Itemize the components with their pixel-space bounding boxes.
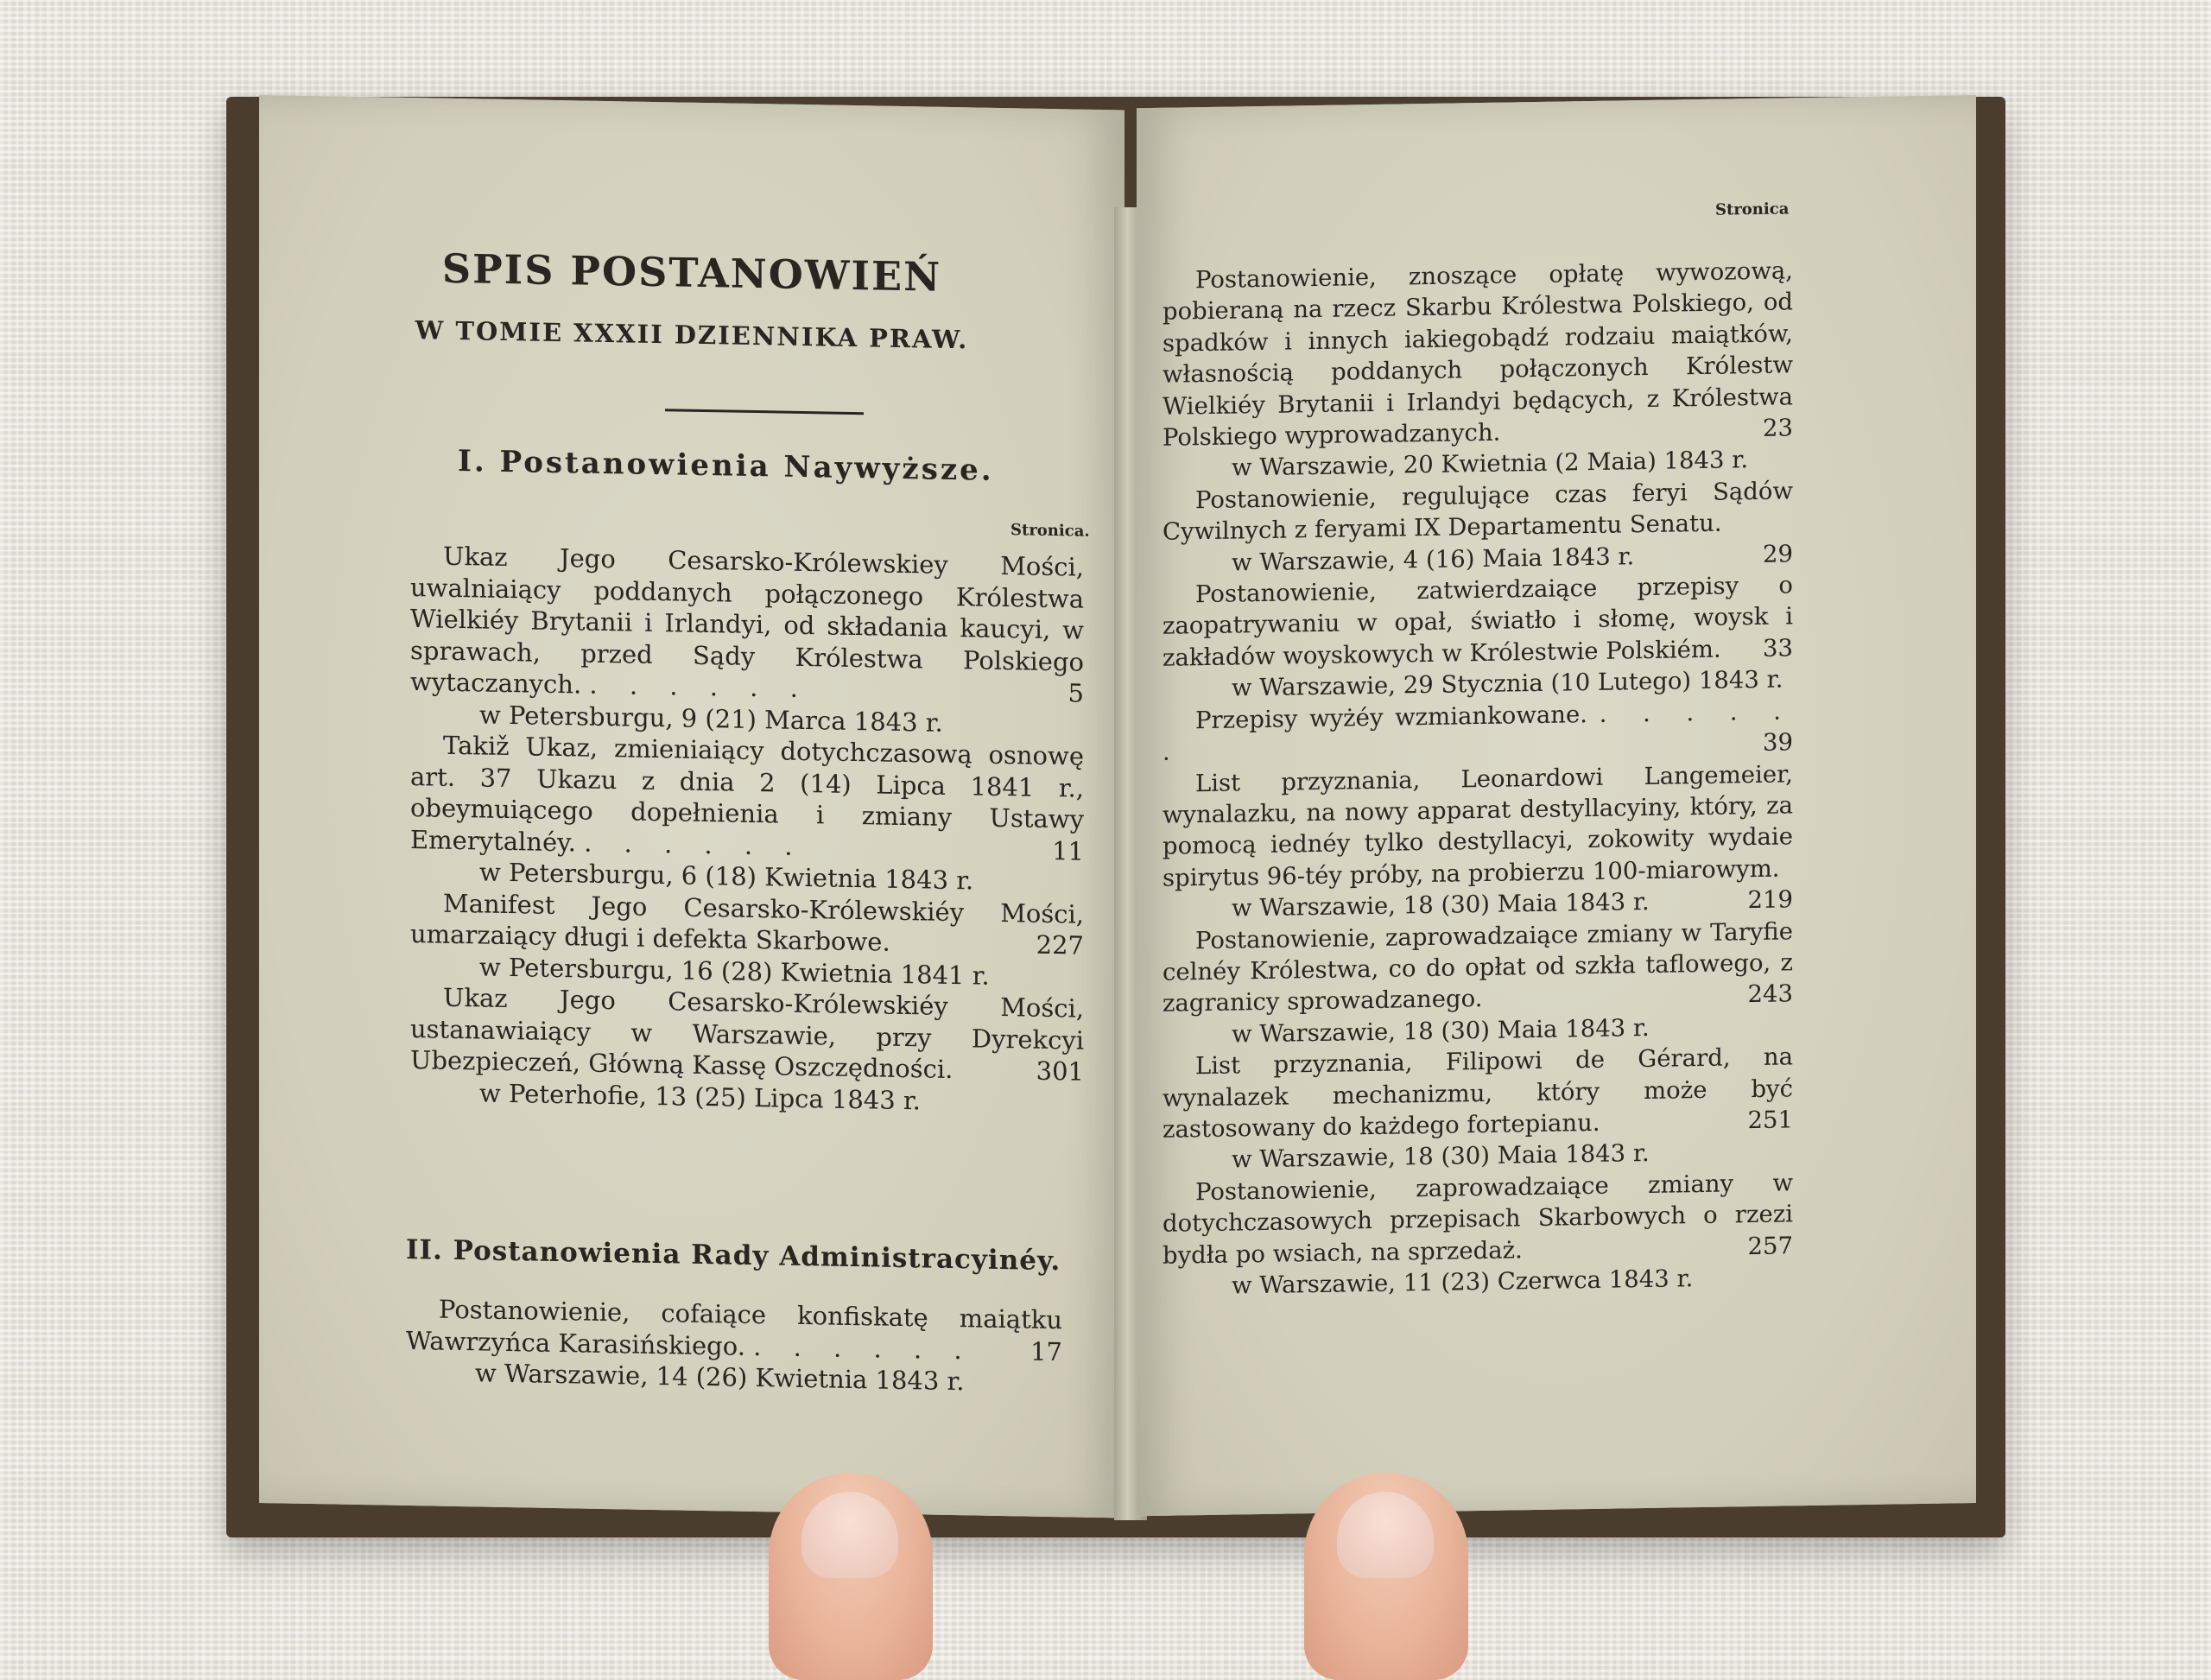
entry-place: w Warszawie, 11 (23) Czerwca 1843 r. <box>1232 1265 1694 1300</box>
page-number: 29 <box>1763 539 1793 568</box>
page-number: 257 <box>1747 1231 1793 1260</box>
list-item <box>1163 695 1793 768</box>
page-number: 219 <box>1747 885 1793 915</box>
left-thumb <box>769 1473 933 1680</box>
entry-text: Przepisy wyżéy wzmiankowane. <box>1195 700 1588 734</box>
list-item <box>410 981 1084 1119</box>
list-item <box>410 729 1084 898</box>
entry-text: Postanowienie, regulujące czas feryi Sądów Cywilnych z feryami IX Departamentu Senatu. <box>1163 477 1793 547</box>
list-item <box>1163 1041 1793 1176</box>
entries-list-2 <box>406 1293 1062 1399</box>
column-header: Stronica. <box>1010 521 1090 541</box>
leader-dots: . . . . . . <box>589 669 810 704</box>
right-thumb <box>1304 1473 1468 1680</box>
page-number: 17 <box>1030 1336 1062 1366</box>
entry-place: w Peterhofie, 13 (25) Lipca 1843 r. <box>479 1077 921 1115</box>
page-subtitle: W TOMIE XXXII DZIENNIKA PRAW. <box>415 315 969 355</box>
thumbnail-nail <box>801 1492 898 1578</box>
entry-place: w Warszawie, 14 (26) Kwietnia 1843 r. <box>475 1358 965 1397</box>
entry-text: Ukaz Jego Cesarsko-Królewskiey Mości, uwalniaiący poddanych połączonego Królestwa Wielkiéy Brytanii i Irlandyi, od składania kaucyi, w sprawach, przed Sądy Królestwa Polskiego wytaczanych. <box>410 541 1084 700</box>
page-number: 227 <box>1036 929 1084 960</box>
entry-text: Postanowienie, znoszące opłatę wywozową, pobieraną na rzecz Skarbu Królestwa Polskiego, od spadków i innych iakiegobądź rodzaiu maiątków, własnością poddanych połączonych Królestw Wielkiéy Brytanii i Irlandyi będących, z Królestwa Polskiego wyprowadzanych. <box>1163 257 1793 452</box>
page-number: 23 <box>1763 414 1793 442</box>
entry-place: w Petersburgu, 9 (21) Marca 1843 r. <box>479 699 943 738</box>
entry-text: Manifest Jego Cesarsko-Królewskiéy Mości, umarzaiący długi i defekta Skarbowe. <box>410 888 1084 957</box>
entry-place: w Warszawie, 29 Stycznia (10 Lutego) 1843 r. <box>1232 665 1783 702</box>
page-number: 39 <box>1763 728 1793 757</box>
list-item <box>410 540 1084 741</box>
page-number: 5 <box>1067 678 1084 708</box>
entry-place: w Warszawie, 18 (30) Maia 1843 r. <box>1232 1139 1650 1174</box>
list-item <box>1163 1167 1793 1303</box>
entry-text: Postanowienie, zaprowadzaiące zmiany w Taryfie celnéy Królestwa, co do opłat od szkła taflowego, z zagranicy sprowadzanego. <box>1163 916 1793 1018</box>
list-item <box>1163 255 1793 485</box>
page-title: SPIS POSTANOWIEŃ <box>441 244 942 301</box>
column-header: Stronica <box>1715 200 1790 219</box>
entry-place: w Warszawie, 4 (16) Maia 1843 r. <box>1232 542 1635 577</box>
leader-dots: . . . . . . <box>584 827 805 861</box>
entry-text: Takiž Ukaz, zmieniaiący dotychczasową osnowę art. 37 Ukazu z dnia 2 (14) Lipca 1841 r., obeymuiącego dopełnienia i zmiany Ustawy Emerytalnéy. <box>410 730 1084 857</box>
page-number: 11 <box>1052 835 1084 866</box>
entry-text: Ukaz Jego Cesarsko-Królewskiéy Mości, ustanawiaiący w Warszawie, przy Dyrekcyi Ubezpieczeń, Główną Kassę Oszczędności. <box>410 982 1084 1085</box>
page-number: 33 <box>1763 634 1793 662</box>
right-page <box>1137 95 1976 1516</box>
leader-dots: . . . . . . <box>753 1331 974 1365</box>
list-item <box>1163 569 1793 705</box>
entry-place: w Petersburgu, 16 (28) Kwietnia 1841 r. <box>479 951 990 991</box>
entry-text: Postanowienie, zatwierdzaiące przepisy o zaopatrywaniu w opał, światło i słomę, woysk i zakładów woyskowych w Królestwie Polskiém. <box>1163 571 1793 672</box>
entries-list-1 <box>410 540 1084 1119</box>
thumbnail-nail <box>1337 1492 1434 1578</box>
list-item <box>410 887 1084 993</box>
entry-place: w Petersburgu, 6 (18) Kwietnia 1843 r. <box>479 857 974 896</box>
entry-text: List przyznania, Filipowi de Gérard, na wynalazek mechanizmu, który może być zastosowany do każdego fortepianu. <box>1163 1043 1793 1144</box>
list-item <box>1163 475 1793 580</box>
entry-text: Postanowienie, cofaiące konfiskatę maiątku Wawrzyńca Karasińskiego. <box>406 1294 1062 1361</box>
entries-list-right <box>1163 255 1793 1303</box>
section-heading-2: II. Postanowienia Rady Administracyinéy. <box>406 1233 1061 1277</box>
entry-text: Postanowienie, zaprowadzaiące zmiany w dotychczasowych przepisach Skarbowych o rzezi bydła po wsiach, na sprzedaż. <box>1163 1169 1793 1270</box>
entry-place: w Warszawie, 18 (30) Maia 1843 r. <box>1232 1013 1650 1049</box>
page-number: 301 <box>1036 1056 1084 1087</box>
left-page <box>259 95 1125 1518</box>
list-item <box>1163 916 1793 1051</box>
list-item <box>406 1293 1062 1399</box>
leader-dots: . . . . . . <box>1163 697 1793 766</box>
section-heading-1: I. Postanowienia Naywyższe. <box>458 444 994 488</box>
entry-place: w Warszawie, 18 (30) Maia 1843 r. <box>1232 888 1650 922</box>
page-number: 251 <box>1747 1106 1793 1135</box>
page-number: 243 <box>1747 979 1793 1009</box>
list-item <box>1163 758 1793 925</box>
title-rule <box>665 409 864 415</box>
entry-place: w Warszawie, 20 Kwietnia (2 Maia) 1843 r. <box>1232 446 1749 482</box>
entry-text: List przyznania, Leonardowi Langemeier, wynalazku, na nowy apparat destyllacyiny, który, za pomocą iednéy tylko destyllacyi, zokowity wydaie spirytus 96-téy próby, na probierzu 100-miarowym. <box>1163 759 1793 892</box>
